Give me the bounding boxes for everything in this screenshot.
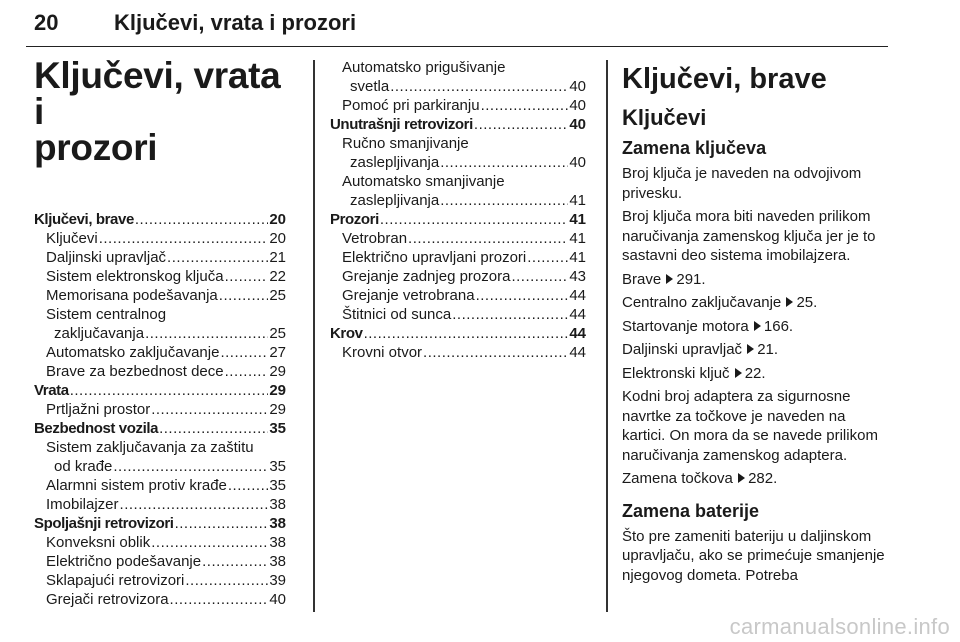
toc-page-number: 44	[569, 287, 586, 304]
toc-entry-label: Električno upravljani prozori	[342, 249, 527, 266]
toc-entry[interactable]	[330, 343, 586, 362]
toc-leader-dots	[481, 96, 569, 115]
toc-leader-dots	[159, 419, 268, 438]
toc-leader-dots	[70, 381, 269, 400]
toc-entry-label: Ručno smanjivanje	[342, 135, 469, 152]
toc-page-number: 38	[269, 496, 286, 513]
toc-page-number: 40	[569, 97, 586, 114]
page-ref-triangle-icon	[786, 297, 793, 307]
toc-leader-dots	[151, 400, 268, 419]
toc-entry-label: Krov	[330, 325, 363, 342]
toc-chapter-entry[interactable]	[330, 210, 586, 229]
toc-entry[interactable]	[34, 571, 286, 590]
toc-entry[interactable]	[34, 590, 286, 609]
toc-entry-label: Daljinski upravljač	[46, 249, 167, 266]
toc-page-number: 39	[269, 572, 286, 589]
page-ref-triangle-icon	[738, 473, 745, 483]
toc-page-number: 38	[269, 534, 286, 551]
running-title: Ključevi, vrata i prozori	[114, 10, 357, 35]
toc-chapter-entry[interactable]	[34, 210, 286, 229]
toc-entry-label: Krovni otvor	[342, 344, 423, 361]
toc-page-number: 22	[269, 268, 286, 285]
toc-page-number: 41	[569, 192, 586, 209]
toc-entry-label: Pomoć pri parkiranju	[342, 97, 480, 114]
toc-entry-label: Automatsko zaključavanje	[46, 344, 220, 361]
page-ref-triangle-icon	[666, 274, 673, 284]
toc-entry-label: Konveksni oblik	[46, 534, 151, 551]
toc-page-number: 20	[269, 211, 286, 228]
page-header	[26, 6, 888, 47]
toc-page-number: 40	[269, 591, 286, 608]
toc-entry[interactable]	[34, 476, 286, 495]
toc-entry[interactable]	[330, 286, 586, 305]
toc-leader-dots	[167, 248, 268, 267]
toc-column-1	[34, 55, 286, 609]
toc-page-number: 38	[269, 553, 286, 570]
toc-chapter-entry[interactable]	[330, 115, 586, 134]
toc-leader-dots	[219, 286, 269, 305]
toc-leader-dots	[175, 514, 269, 533]
toc-page-number: 20	[269, 230, 286, 247]
toc-entry-label: Bezbednost vozila	[34, 420, 159, 437]
toc-page-number: 44	[569, 306, 586, 323]
toc-entry[interactable]	[34, 533, 286, 552]
toc-entry-label: Brave za bezbednost dece	[46, 363, 224, 380]
toc-entry-label: Štitnici od sunca	[342, 306, 452, 323]
toc-entry-label: Automatsko prigušivanje	[342, 59, 506, 76]
toc-entry[interactable]	[330, 248, 586, 267]
toc-leader-dots	[220, 343, 268, 362]
toc-page-number: 38	[269, 515, 286, 532]
toc-entry[interactable]	[330, 191, 586, 210]
toc-entry[interactable]	[34, 343, 286, 362]
toc-entry[interactable]	[330, 153, 586, 172]
toc-leader-dots	[145, 324, 268, 343]
toc-page-number: 43	[569, 268, 586, 285]
toc-entry[interactable]	[34, 400, 286, 419]
toc-page-number: 35	[269, 477, 286, 494]
toc-chapter-entry[interactable]	[34, 514, 286, 533]
toc-leader-dots	[364, 324, 569, 343]
cross-reference[interactable]: Elektronski ključ 22.	[622, 364, 766, 382]
toc-entry-label: zaslepljivanja	[350, 192, 440, 209]
toc-page-number: 29	[269, 382, 286, 399]
toc-entry[interactable]	[34, 248, 286, 267]
toc-leader-dots	[440, 191, 568, 210]
toc-entry-label: Vetrobran	[342, 230, 408, 247]
toc-page-number: 35	[269, 420, 286, 437]
toc-entry-label: Alarmni sistem protiv krađe	[46, 477, 227, 494]
toc-entry[interactable]	[330, 96, 586, 115]
toc-page-number: 41	[569, 249, 586, 266]
toc-entry[interactable]	[34, 286, 286, 305]
toc-chapter-entry[interactable]	[34, 419, 286, 438]
toc-entry[interactable]	[34, 324, 286, 343]
toc-leader-dots	[440, 153, 568, 172]
toc-entry-label: Grejanje vetrobrana	[342, 287, 475, 304]
toc-leader-dots	[99, 229, 269, 248]
table-of-contents-continued	[330, 58, 586, 362]
toc-leader-dots	[423, 343, 568, 362]
cross-reference[interactable]: Zamena točkova 282.	[622, 470, 778, 487]
table-of-contents	[34, 210, 286, 609]
toc-entry-label: Električno podešavanje	[46, 553, 202, 570]
toc-entry[interactable]	[34, 229, 286, 248]
subsection-title: Ključevi	[622, 105, 707, 130]
toc-page-number: 40	[569, 116, 586, 133]
page-number: 20	[34, 10, 59, 35]
toc-entry-label: Ključevi	[46, 230, 98, 247]
toc-leader-dots	[225, 362, 269, 381]
content-column	[622, 58, 890, 585]
paragraph: Što pre zameniti bateriju u daljinskom upravljaču, ako se primećuje smanjenje njegovog dometa. Potreba	[622, 527, 885, 584]
page-ref-triangle-icon	[754, 321, 761, 331]
toc-leader-dots	[452, 305, 568, 324]
toc-leader-dots	[527, 248, 568, 267]
toc-page-number: 41	[569, 230, 586, 247]
toc-page-number: 44	[569, 325, 586, 342]
toc-entry-label: Imobilajzer	[46, 496, 119, 513]
chapter-title: Ključevi, vrata i prozori	[34, 55, 281, 168]
toc-leader-dots	[113, 457, 268, 476]
toc-entry[interactable]	[330, 77, 586, 96]
cross-reference[interactable]: Daljinski upravljač 21.	[622, 341, 779, 358]
toc-leader-dots	[474, 115, 568, 134]
toc-leader-dots	[408, 229, 568, 248]
toc-page-number: 41	[569, 211, 586, 228]
toc-chapter-entry[interactable]	[330, 324, 586, 343]
paragraph: Kodni broj adaptera za sigurnosne navrtke za točkove je naveden na kartici. On mora da se navede prilikom naručivanja zamenskog adaptera.	[622, 388, 878, 464]
column-divider	[313, 60, 315, 612]
toc-entry-label: Unutrašnji retrovizori	[330, 116, 473, 133]
toc-leader-dots	[135, 210, 268, 229]
toc-entry[interactable]	[330, 229, 586, 248]
toc-page-number: 44	[569, 344, 586, 361]
heading-zamena-kljuceva: Zamena ključeva	[622, 138, 767, 158]
toc-page-number: 40	[569, 154, 586, 171]
cross-reference[interactable]: Startovanje motora 166.	[622, 317, 794, 335]
toc-entry-label: Sistem elektronskog ključa	[46, 268, 224, 285]
toc-leader-dots	[185, 571, 268, 590]
heading-zamena-baterije: Zamena baterije	[622, 500, 760, 521]
page-ref-triangle-icon	[747, 344, 754, 354]
paragraph: Broj ključa mora biti naveden prilikom naručivanja zamenskog ključa jer je to sastavni deo sistema imobilajzera.	[622, 208, 876, 264]
toc-page-number: 27	[269, 344, 286, 361]
toc-page-number: 40	[569, 78, 586, 95]
toc-page-number: 25	[269, 325, 286, 342]
toc-entry-label: svetla	[350, 78, 390, 95]
toc-entry-label: Prozori	[330, 211, 379, 228]
toc-entry[interactable]	[34, 267, 286, 286]
toc-entry-label: Sistem zaključavanja za zaštitu	[46, 439, 254, 456]
paragraph: Broj ključa je naveden na odvojivom privesku.	[622, 165, 862, 202]
toc-page-number: 21	[269, 249, 286, 266]
toc-column-2	[330, 58, 586, 362]
section-title: Ključevi, brave	[622, 63, 827, 95]
toc-entry[interactable]	[34, 457, 286, 476]
toc-entry-label: Vrata	[34, 382, 69, 399]
watermark: carmanualsonline.info	[729, 614, 950, 639]
toc-page-number: 35	[269, 458, 286, 475]
toc-entry-label: Prtljažni prostor	[46, 401, 151, 418]
cross-reference[interactable]: Centralno zaključavanje 25.	[622, 294, 818, 311]
toc-entry-label: Spoljašnji retrovizori	[34, 515, 174, 532]
toc-entry-label: Sistem centralnog	[46, 306, 167, 323]
toc-page-number: 29	[269, 401, 286, 418]
toc-entry-label: Grejanje zadnjeg prozora	[342, 268, 511, 285]
toc-entry-label: Grejači retrovizora	[46, 591, 169, 608]
toc-page-number: 29	[269, 363, 286, 380]
toc-entry[interactable]	[34, 362, 286, 381]
toc-leader-dots	[476, 286, 569, 305]
toc-entry-label: Ključevi, brave	[34, 211, 134, 228]
toc-entry[interactable]	[34, 495, 286, 514]
toc-chapter-entry[interactable]	[34, 381, 286, 400]
toc-entry-label: od krađe	[54, 458, 113, 475]
toc-leader-dots	[228, 476, 268, 495]
toc-page-number: 25	[269, 287, 286, 304]
toc-entry[interactable]	[330, 305, 586, 324]
toc-leader-dots	[120, 495, 269, 514]
toc-leader-dots	[380, 210, 568, 229]
toc-leader-dots	[151, 533, 268, 552]
toc-entry[interactable]	[330, 267, 586, 286]
page-ref-triangle-icon	[735, 368, 742, 378]
toc-leader-dots	[225, 267, 269, 286]
cross-reference[interactable]: Brave 291.	[622, 270, 706, 288]
toc-entry-label: zaslepljivanja	[350, 154, 440, 171]
toc-leader-dots	[170, 590, 269, 609]
toc-entry-label: Memorisana podešavanja	[46, 287, 218, 304]
toc-entry-label: Automatsko smanjivanje	[342, 173, 505, 190]
toc-entry-label: Sklapajući retrovizori	[46, 572, 185, 589]
toc-leader-dots	[511, 267, 568, 286]
toc-leader-dots	[390, 77, 568, 96]
column-divider	[606, 60, 608, 612]
toc-entry-label: zaključavanja	[54, 325, 145, 342]
toc-entry[interactable]	[34, 552, 286, 571]
toc-leader-dots	[202, 552, 268, 571]
